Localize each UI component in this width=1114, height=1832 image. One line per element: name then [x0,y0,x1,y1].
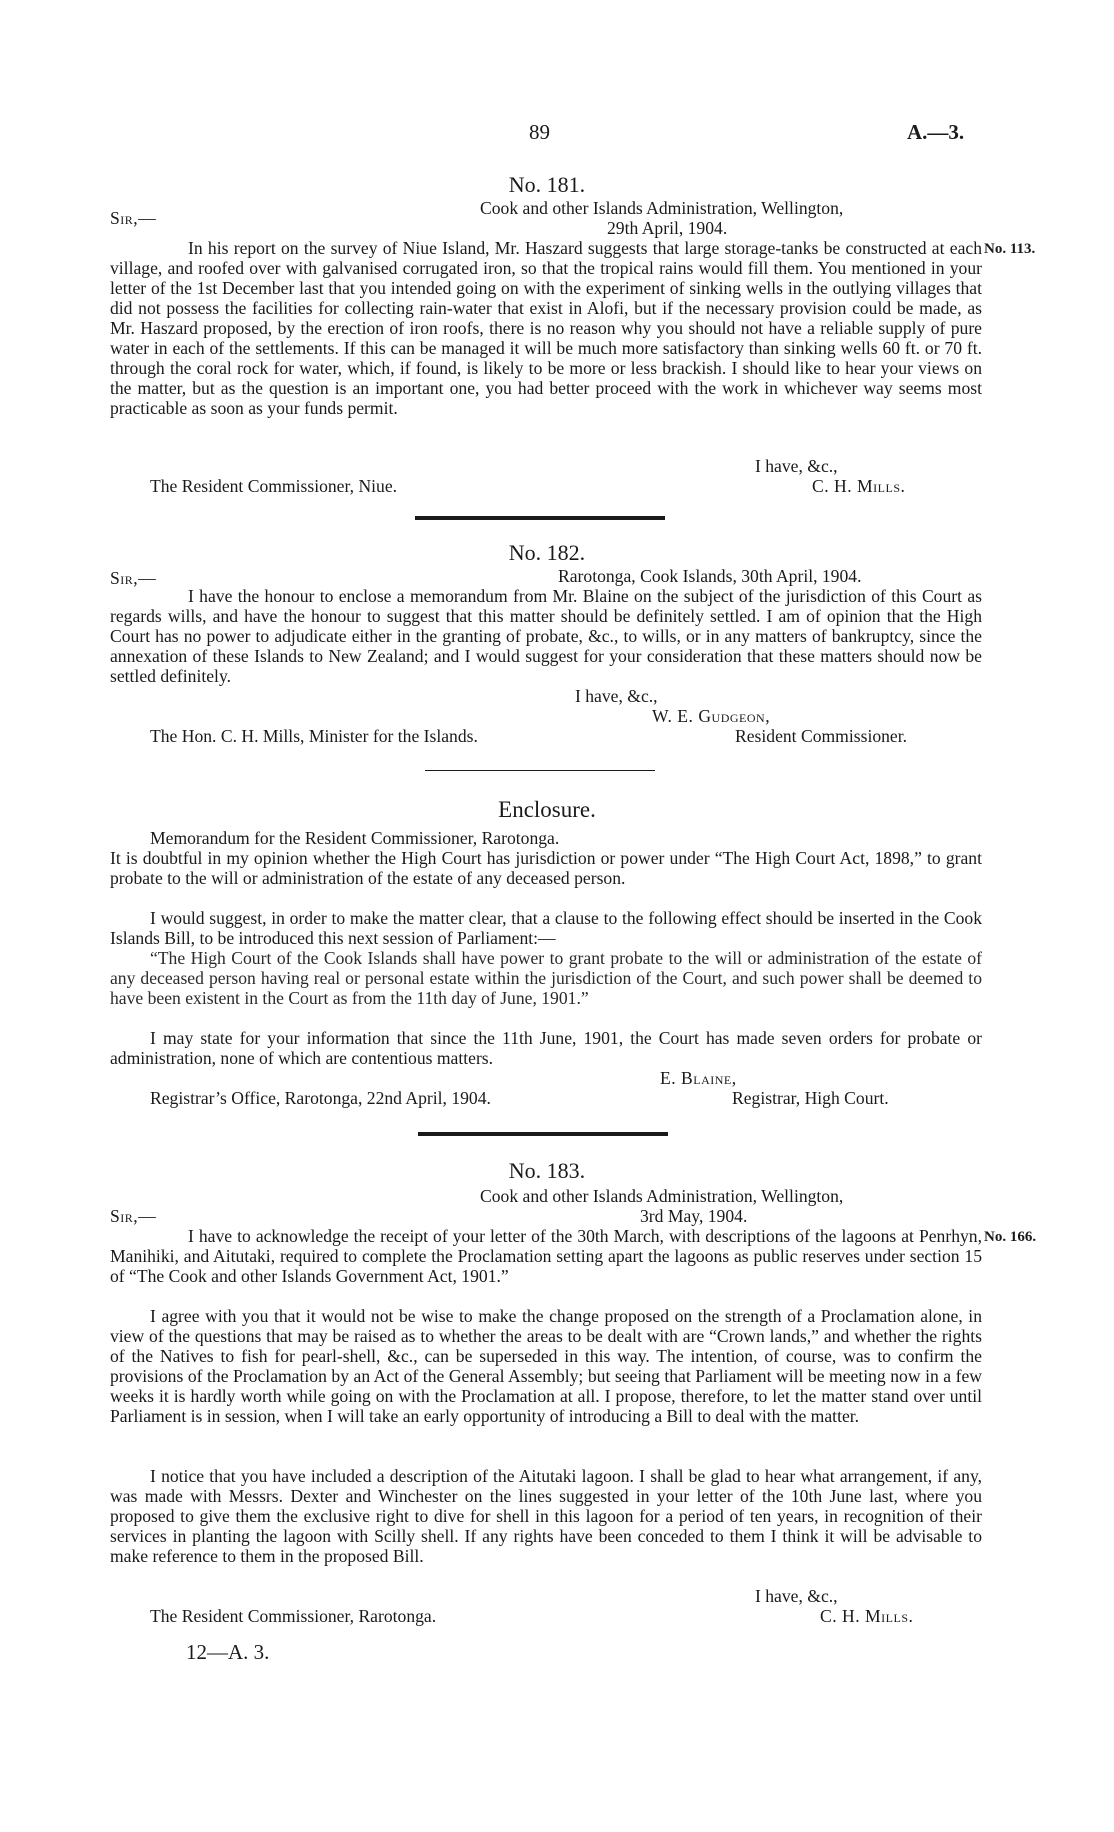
letter-181-number: No. 181. [508,172,586,197]
enclosure-paragraph-1: It is doubtful in my opinion whether the High Court has jurisdiction or power under “The High Court Act, 1898,” to grant probate to the will or administration of the estate of any deceased person. [110,848,982,888]
letter-182-signature: W. E. Gudgeon, [652,706,771,726]
letter-183-salutation: Sir,— [110,1206,157,1226]
section-divider [415,516,665,520]
letter-183-number: No. 183. [508,1158,586,1183]
letter-183-margin-reference: No. 166. [984,1229,1037,1245]
enclosure-signature-title: Registrar, High Court. [732,1088,889,1108]
letter-182-number: No. 182. [508,540,586,565]
enclosure-signature: E. Blaine, [660,1068,737,1088]
enclosure-title: Enclosure. [498,797,596,822]
letter-183-closing: I have, &c., [755,1586,838,1606]
letter-181-salutation: Sir,— [110,208,157,228]
enclosure-heading: Memorandum for the Resident Commissioner, Rarotonga. [150,828,560,848]
letter-182-addressee: The Hon. C. H. Mills, Minister for the Islands. [150,726,478,746]
letter-183-addressee: The Resident Commissioner, Rarotonga. [150,1606,437,1626]
letter-181-addressee: The Resident Commissioner, Niue. [150,476,398,496]
letter-181-margin-reference: No. 113. [984,241,1036,257]
enclosure-paragraph-2: I would suggest, in order to make the matter clear, that a clause to the following effect should be inserted in the Cook Islands Bill, to be introduced this next session of Parliament:— [110,908,982,948]
letter-183-date: 3rd May, 1904. [640,1206,748,1226]
section-divider [425,770,655,771]
letter-181-signature: C. H. Mills. [812,476,906,496]
letter-183-paragraph-2: I agree with you that it would not be wise to make the change proposed on the strength of a Proclamation alone, in view of the questions that may be raised as to whether the areas to be dealt with are “Crown lands,” and whether the rights of the Natives to fish for pearl-shell, &c., can be superseded in this way. The intention, of course, was to confirm the provisions of the Proclamation by an Act of the General Assembly; but seeing that Parliament will be meeting now in a few weeks it is hardly worth while going on with the Proclamation at all. I propose, therefore, to let the matter stand over until Parliament is in session, when I will take an early opportunity of introducing a Bill to deal with the matter. [110,1306,982,1426]
signature-mark: 12—A. 3. [186,1640,270,1664]
letter-182-body: I have the honour to enclose a memorandum from Mr. Blaine on the subject of the jurisdiction of this Court as regards wills, and have the honour to suggest that this matter should be definitely settled. I am of opinion that the High Court has no power to adjudicate either in the granting of probate, &c., to wills, or in any matters of bankruptcy, since the annexation of these Islands to New Zealand; and I would suggest for your consideration that these matters should now be settled definitely. [110,586,982,686]
letter-182-closing: I have, &c., [575,686,658,706]
letter-182-salutation: Sir,— [110,568,157,588]
letter-183-signature: C. H. Mills. [820,1606,914,1626]
letter-182-signature-title: Resident Commissioner. [735,726,908,746]
letter-183-sender: Cook and other Islands Administration, Wellington, [480,1186,844,1206]
letter-181-date: 29th April, 1904. [607,218,728,238]
letter-181-body: In his report on the survey of Niue Island, Mr. Haszard suggests that large storage-tanks be constructed at each village, and roofed over with galvanised corrugated iron, so that the tropical rains would fill them. You mentioned in your letter of the 1st December last that you intended going on with the experiment of sinking wells in the outlying villages that did not possess the facilities for collecting rain-water that exist in Alofi, but if the necessary provision could be made, as Mr. Haszard proposed, by the erection of iron roofs, there is no reason why you should not have a reliable supply of pure water in each of the settlements. If this can be managed it will be much more satisfactory than sinking wells 60 ft. or 70 ft. through the coral rock for water, which, if found, is likely to be more or less brackish. I should like to hear your views on the matter, but as the question is an important one, you had better proceed with the work in whichever way seems most practicable as soon as your funds permit. [110,238,982,418]
section-divider [418,1132,668,1136]
letter-183-paragraph-3: I notice that you have included a description of the Aitutaki lagoon. I shall be glad to hear what arrangement, if any, was made with Messrs. Dexter and Winchester on the lines suggested in your letter of the 10th June last, where you proposed to give them the exclusive right to dive for shell in this lagoon for a period of ten years, in recognition of their services in planting the lagoon with Scilly shell. If any rights have been conceded to them I think it will be advisable to make reference to them in the proposed Bill. [110,1466,982,1566]
letter-183-paragraph-1: I have to acknowledge the receipt of your letter of the 30th March, with descriptions of the lagoons at Penrhyn, Manihiki, and Aitutaki, required to complete the Proclamation setting apart the lagoons as public reserves under section 15 of “The Cook and other Islands Government Act, 1901.” [110,1226,982,1286]
letter-182-sender: Rarotonga, Cook Islands, 30th April, 1904. [558,566,862,586]
enclosure-office: Registrar’s Office, Rarotonga, 22nd April, 1904. [150,1088,491,1108]
letter-181-closing: I have, &c., [755,456,838,476]
document-reference: A.—3. [907,120,965,144]
enclosure-paragraph-3: I may state for your information that since the 11th June, 1901, the Court has made seven orders for probate or administration, none of which are contentious matters. [110,1028,982,1068]
enclosure-quote: “The High Court of the Cook Islands shall have power to grant probate to the will or administration of the estate of any deceased person having real or personal estate within the jurisdiction of the Court, and such power shall be deemed to have been existent in the Court as from the 11th day of June, 1901.” [110,948,982,1008]
page-number: 89 [529,120,550,144]
letter-181-sender: Cook and other Islands Administration, Wellington, [480,198,844,218]
